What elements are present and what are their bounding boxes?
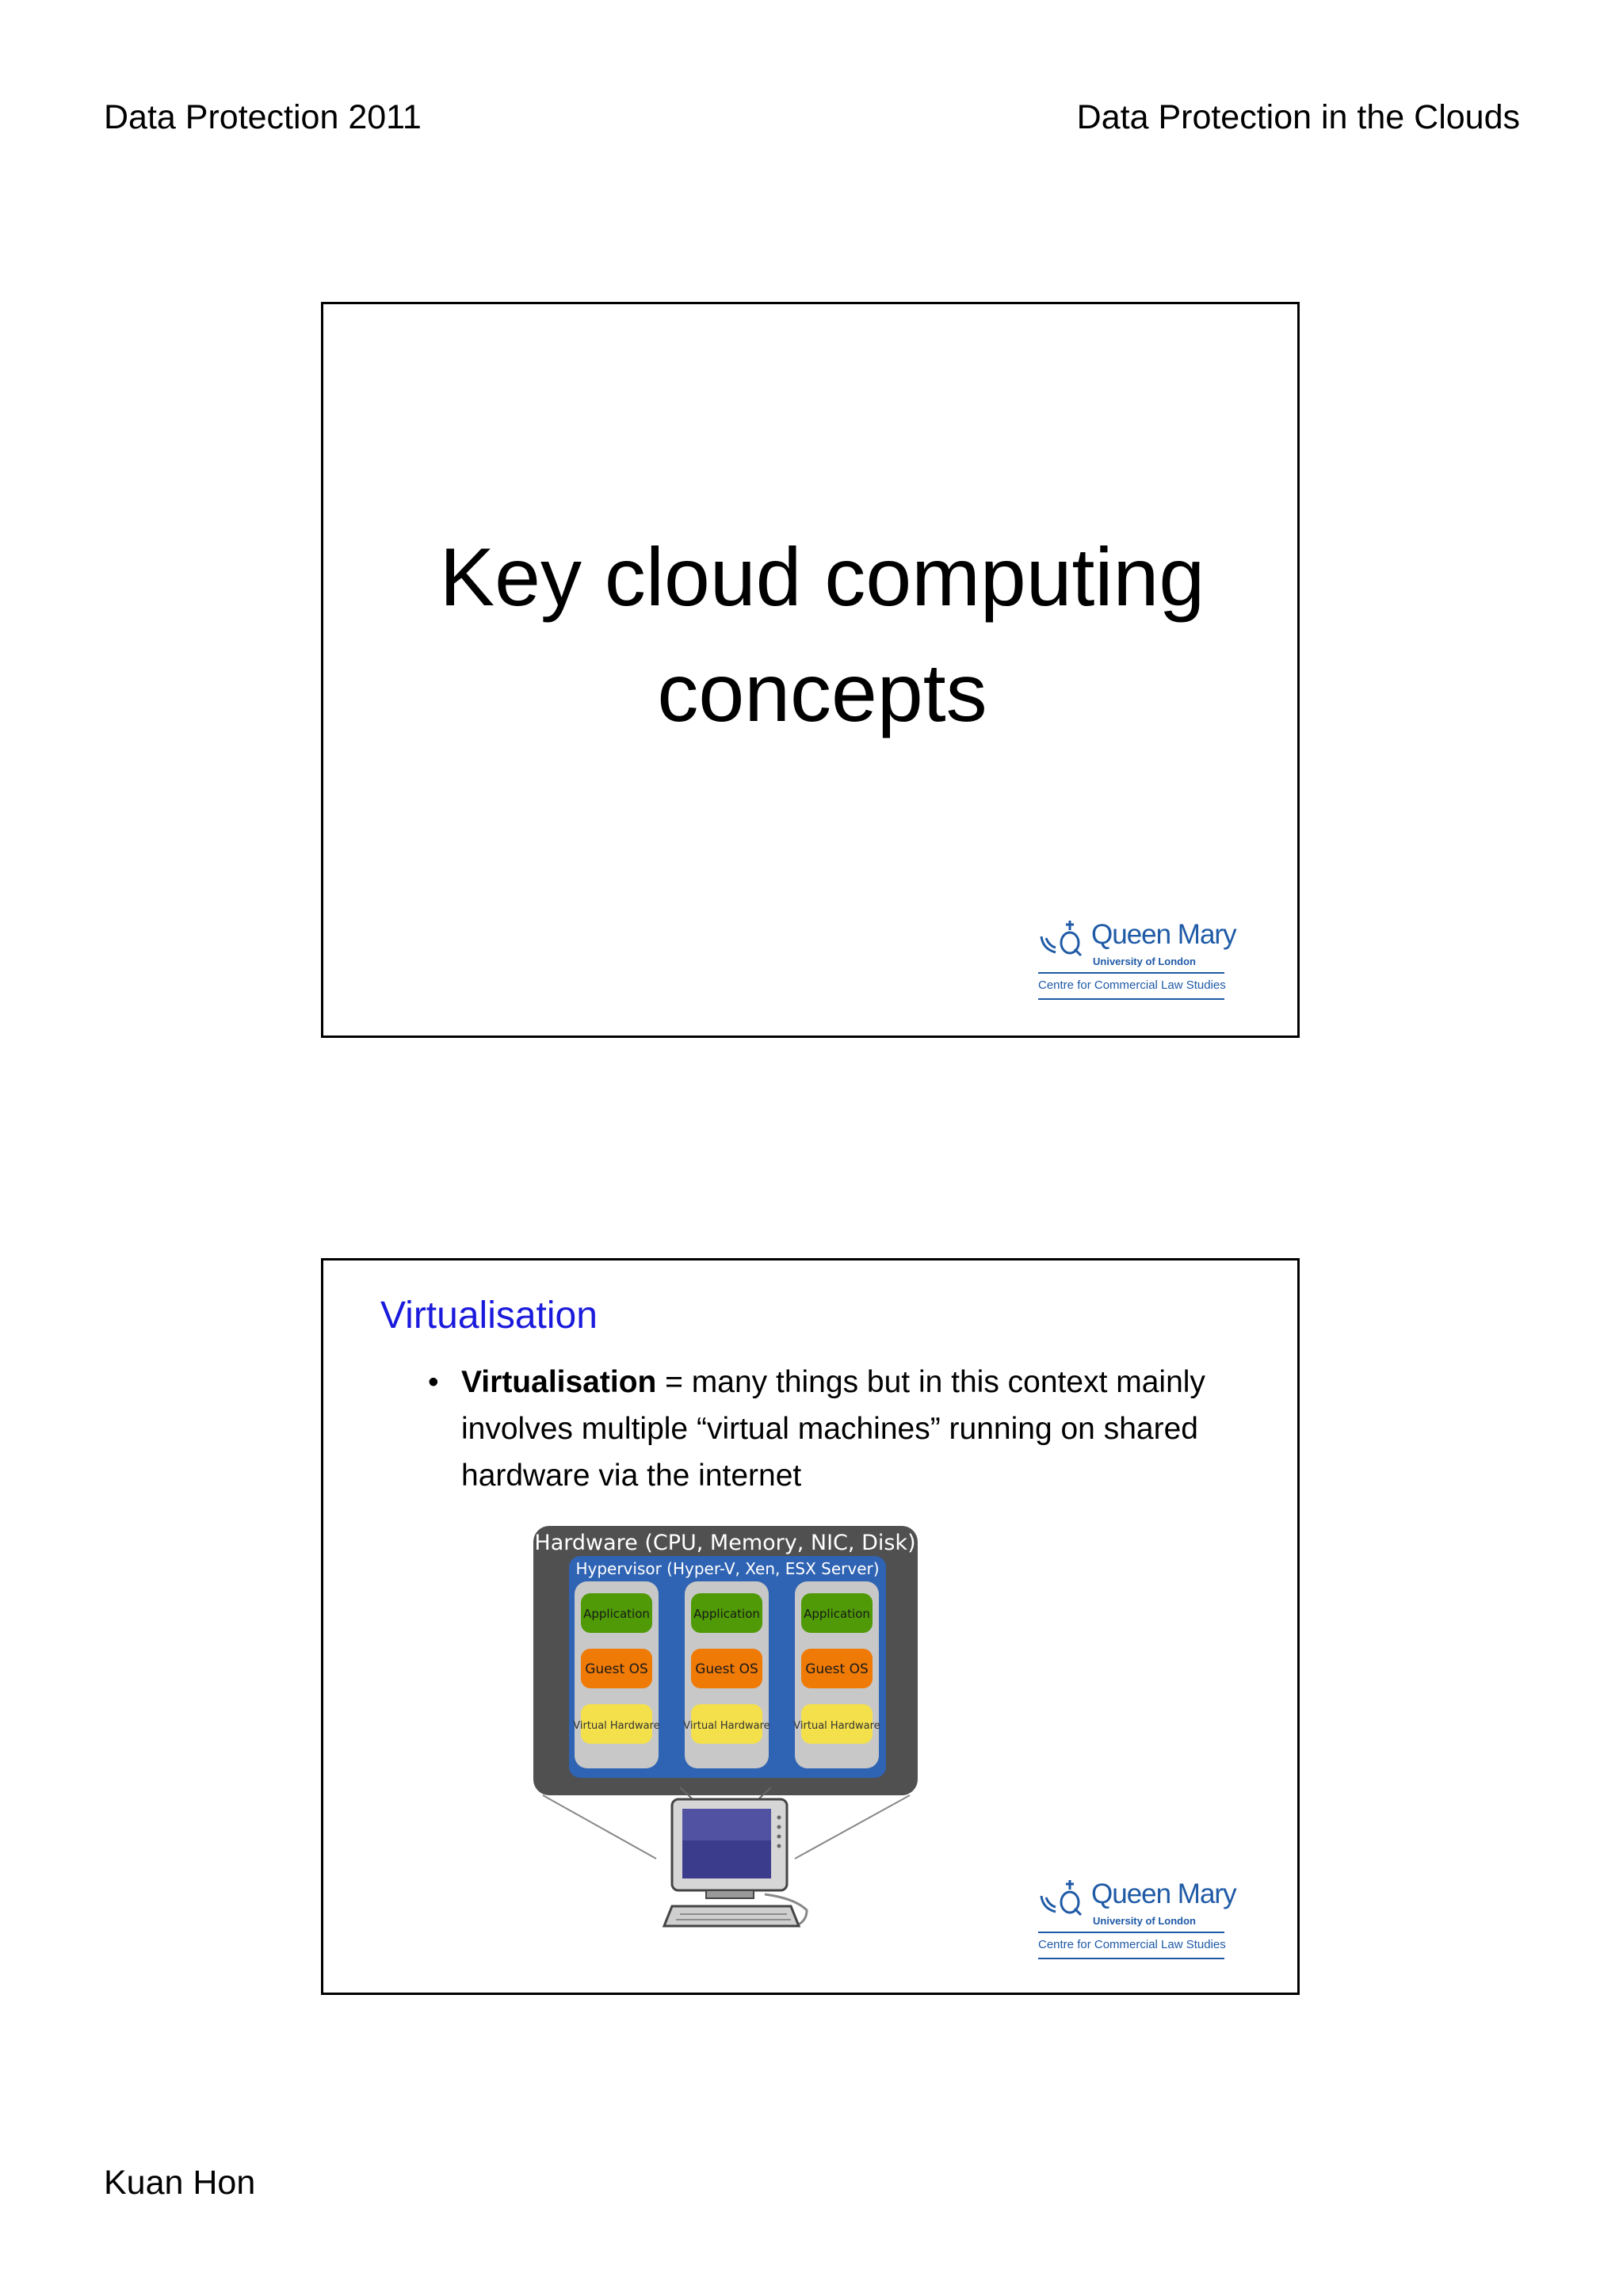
hypervisor-label: Hypervisor (Hyper-V, Xen, ESX Server) — [575, 1559, 880, 1578]
vm-2-virtual-hardware-label: Virtual Hardware — [683, 1720, 770, 1732]
logo-subtitle: University of London — [1093, 955, 1196, 967]
header-right-title: Data Protection in the Clouds — [1076, 98, 1520, 136]
footer-author: Kuan Hon — [104, 2164, 256, 2202]
bullet-body: = many things but in this context mainly involves multiple “virtual machines” running on shared hardware via the internet — [461, 1365, 1205, 1493]
bullet-bold-term: Virtualisation — [461, 1365, 657, 1399]
slide-1 — [321, 302, 1300, 1038]
vm-2-guest-os-label: Guest OS — [695, 1661, 758, 1677]
computer-icon — [664, 1799, 807, 1926]
vm-3-application-label: Application — [804, 1607, 870, 1621]
vm-1-application-label: Application — [583, 1607, 650, 1621]
vm-3-guest-os-label: Guest OS — [805, 1661, 869, 1677]
slide-2-heading: Virtualisation — [380, 1295, 598, 1337]
vm-2-application-label: Application — [693, 1607, 760, 1621]
bullet-text — [461, 1359, 1254, 1499]
queen-mary-logo — [1038, 1878, 1236, 1966]
queen-mary-logo — [1038, 919, 1236, 1006]
crown-icon — [1038, 919, 1087, 957]
hardware-label: Hardware (CPU, Memory, NIC, Disk) — [534, 1531, 916, 1555]
slide-1-title-line-1: Key cloud computing — [439, 532, 1205, 624]
logo-department: Centre for Commercial Law Studies — [1038, 1938, 1226, 1951]
virtualisation-diagram — [533, 1526, 922, 1930]
slide-1-title-line-2: concepts — [657, 647, 987, 739]
header-left-title: Data Protection 2011 — [104, 98, 422, 136]
slide-1-title — [323, 520, 1297, 751]
vm-1-virtual-hardware-label: Virtual Hardware — [573, 1720, 660, 1732]
logo-name: Queen Mary — [1091, 919, 1236, 950]
vm-1-guest-os-label: Guest OS — [585, 1661, 648, 1677]
logo-department: Centre for Commercial Law Studies — [1038, 978, 1226, 992]
slide-2 — [321, 1258, 1300, 1995]
logo-subtitle: University of London — [1093, 1915, 1196, 1927]
vm-3-virtual-hardware-label: Virtual Hardware — [793, 1720, 880, 1732]
crown-icon — [1038, 1878, 1087, 1917]
logo-name: Queen Mary — [1091, 1878, 1236, 1909]
bullet-marker: • — [428, 1365, 439, 1399]
